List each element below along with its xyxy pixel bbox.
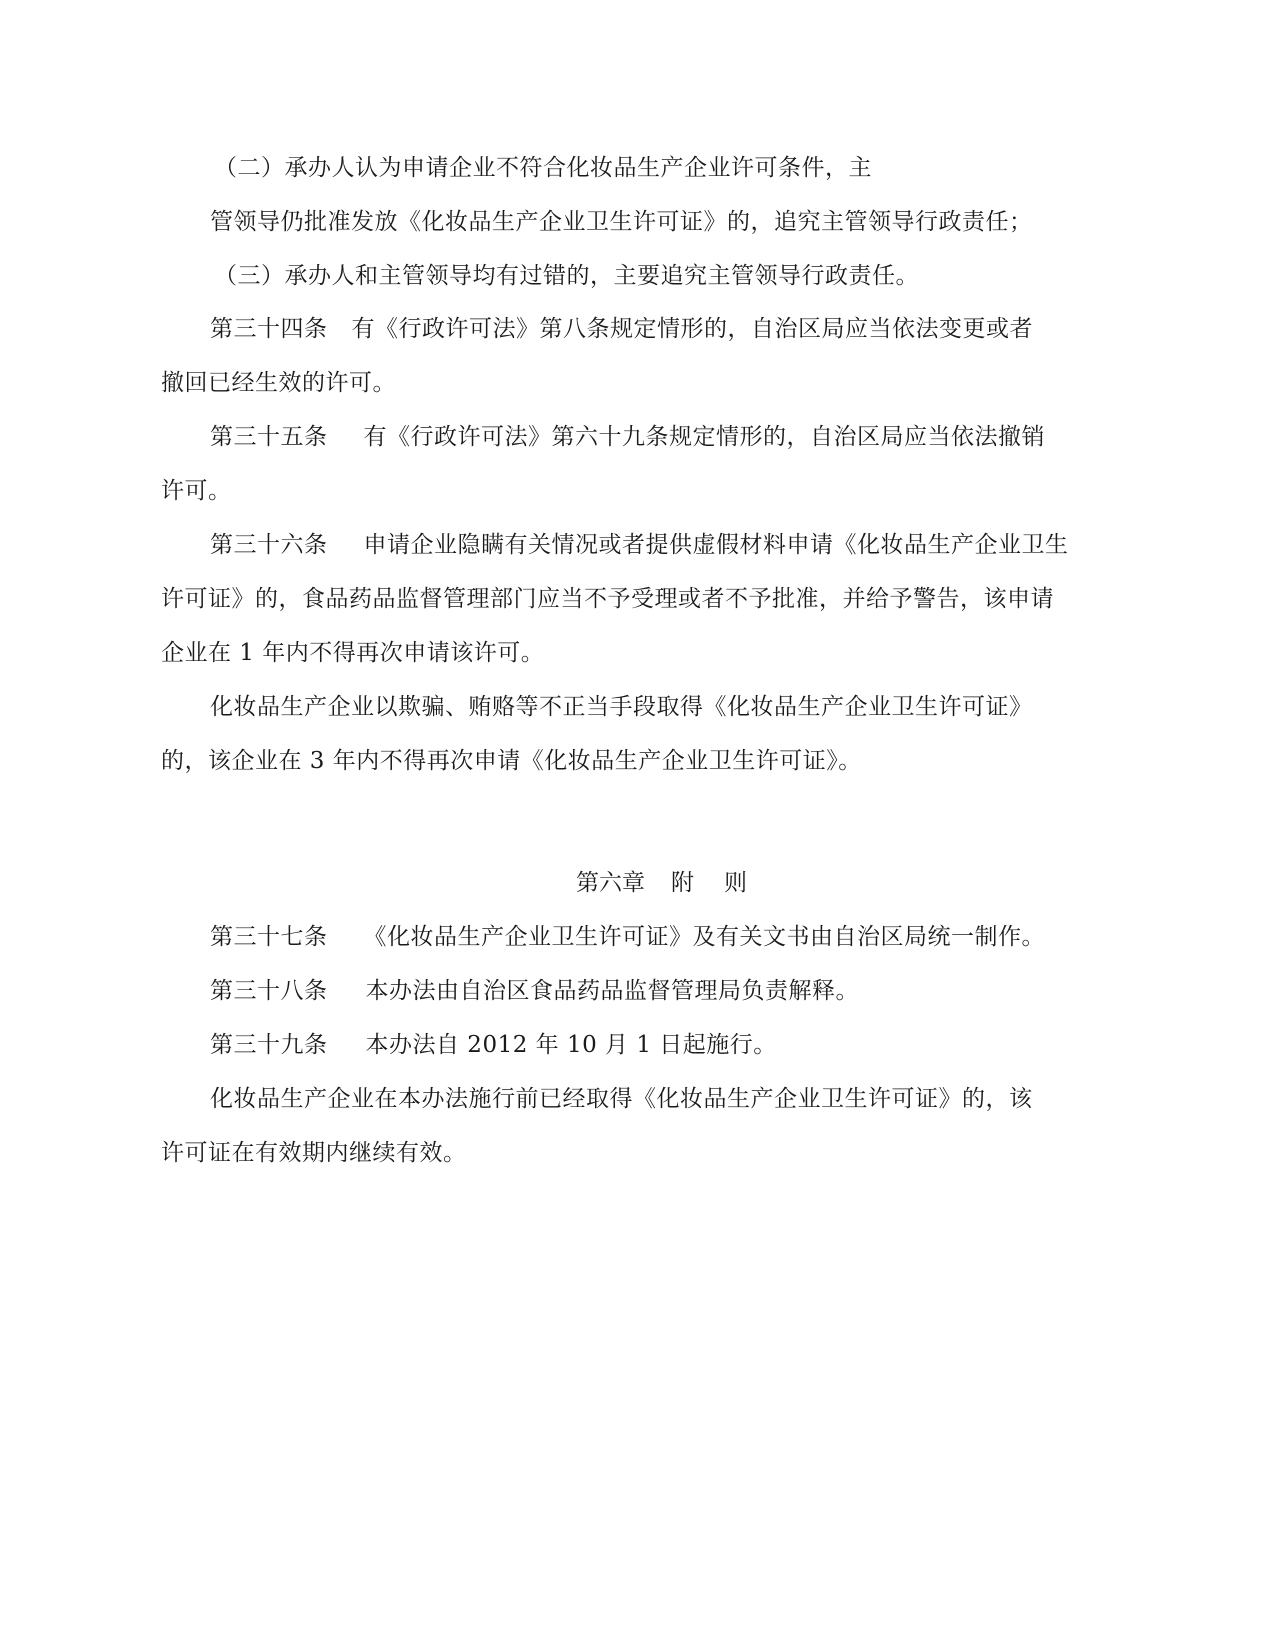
article-number: 第三十八条 — [210, 978, 328, 1004]
paragraph-line — [161, 1138, 467, 1168]
paragraph-text: 化妆品生产企业以欺骗、贿赂等不正当手段取得《化妆品生产企业卫生许可证》 — [210, 694, 1033, 720]
paragraph-line — [210, 1084, 1033, 1114]
paragraph-text: 撤回已经生效的许可。 — [161, 370, 396, 396]
article-39-line — [210, 1030, 777, 1060]
chapter-number: 第六章 — [576, 870, 645, 896]
article-37-line — [210, 922, 1045, 952]
paragraph-text: 本办法自 2012 年 10 月 1 日起施行。 — [365, 1032, 777, 1058]
paragraph-line — [161, 584, 1054, 614]
paragraph-text: 有《行政许可法》第六十九条规定情形的，自治区局应当依法撤销 — [363, 424, 1045, 450]
paragraph-text: 本办法由自治区食品药品监督管理局负责解释。 — [365, 978, 859, 1004]
paragraph-text: 的，该企业在 3 年内不得再次申请《化妆品生产企业卫生许可证》。 — [161, 748, 862, 774]
paragraph-line — [161, 638, 544, 668]
paragraph-text: 许可证在有效期内继续有效。 — [161, 1140, 467, 1166]
article-number: 第三十六条 — [210, 532, 328, 558]
paragraph-text: 管领导仍批准发放《化妆品生产企业卫生许可证》的，追究主管领导行政责任； — [210, 209, 1033, 235]
chapter-title-part1: 附 — [671, 870, 694, 896]
paragraph-text: 有《行政许可法》第八条规定情形的，自治区局应当依法变更或者 — [351, 316, 1033, 342]
article-number: 第三十五条 — [210, 424, 328, 450]
paragraph-text: 企业在 1 年内不得再次申请该许可。 — [161, 640, 545, 666]
article-38-line — [210, 976, 859, 1006]
paragraph-text: 许可证》的，食品药品监督管理部门应当不予受理或者不予批准，并给予警告，该申请 — [161, 586, 1054, 612]
paragraph-line — [214, 153, 872, 183]
paragraph-text: （二）承办人认为申请企业不符合化妆品生产企业许可条件，主 — [214, 155, 872, 181]
paragraph-line — [161, 368, 396, 398]
article-35-line — [210, 422, 1045, 452]
paragraph-line — [161, 746, 862, 776]
chapter-heading — [576, 868, 747, 898]
article-36-line — [210, 530, 1069, 560]
paragraph-text: （三）承办人和主管领导均有过错的，主要追究主管领导行政责任。 — [214, 263, 919, 289]
paragraph-line — [210, 207, 1033, 237]
article-34-line — [210, 314, 1033, 344]
paragraph-text: 化妆品生产企业在本办法施行前已经取得《化妆品生产企业卫生许可证》的，该 — [210, 1086, 1033, 1112]
paragraph-line — [210, 692, 1033, 722]
article-number: 第三十四条 — [210, 316, 328, 342]
article-number: 第三十九条 — [210, 1032, 328, 1058]
paragraph-line — [161, 476, 232, 506]
paragraph-text: 许可。 — [161, 478, 232, 504]
chapter-title-part2: 则 — [724, 870, 747, 896]
article-number: 第三十七条 — [210, 924, 328, 950]
paragraph-line — [214, 261, 919, 291]
paragraph-text: 申请企业隐瞒有关情况或者提供虚假材料申请《化妆品生产企业卫生 — [363, 532, 1069, 558]
paragraph-text: 《化妆品生产企业卫生许可证》及有关文书由自治区局统一制作。 — [363, 924, 1045, 950]
